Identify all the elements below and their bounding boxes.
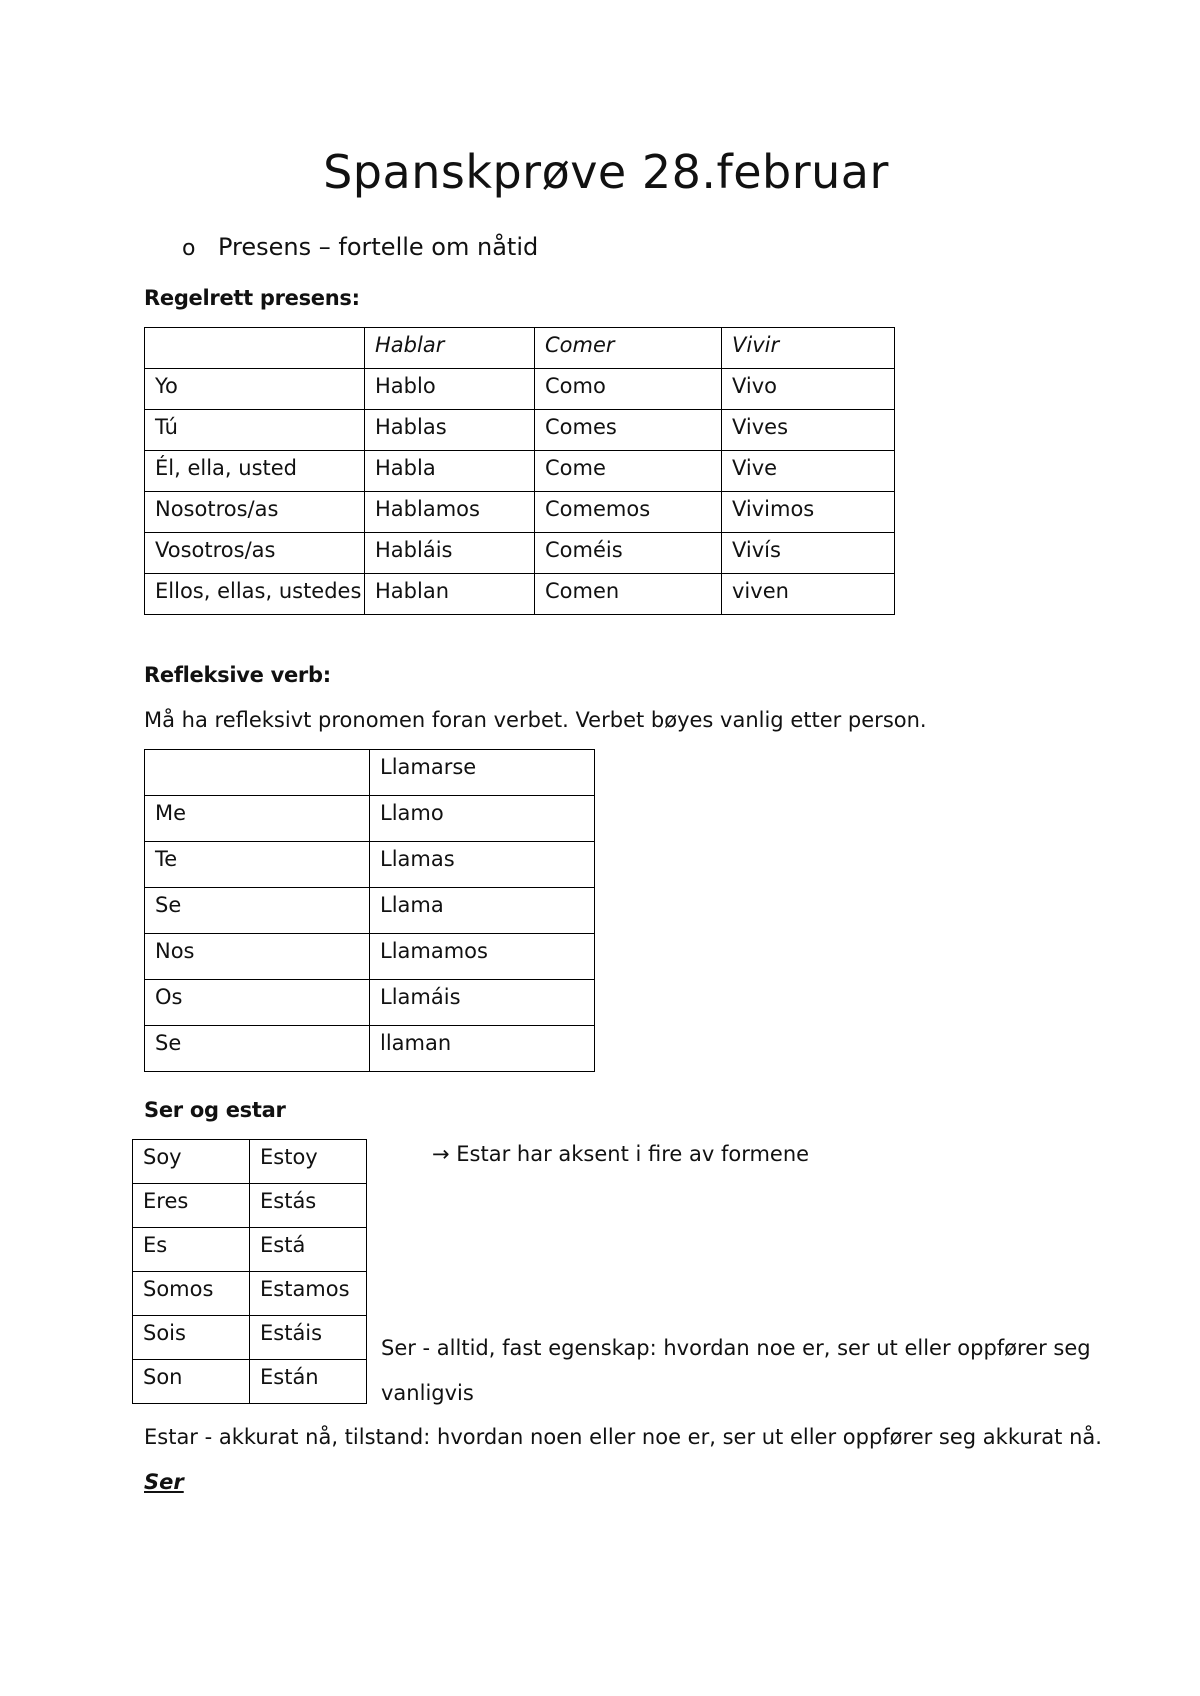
- ser-description: Ser - alltid, fast egenskap: hvordan noe er, ser ut eller oppfører seg: [381, 1336, 1091, 1360]
- bullet-item: [182, 232, 538, 264]
- table-cell: Yo: [145, 369, 365, 410]
- table-row: [145, 1026, 595, 1072]
- table-row: [145, 888, 595, 934]
- table-cell: Está: [250, 1228, 367, 1272]
- table-cell: Me: [145, 796, 370, 842]
- table-row: [145, 842, 595, 888]
- table-row: [145, 369, 895, 410]
- table-header-row: [145, 328, 895, 369]
- table-cell: Estoy: [250, 1140, 367, 1184]
- table-cell: Comes: [535, 410, 722, 451]
- table-cell: Ellos, ellas, ustedes: [145, 574, 365, 615]
- table-cell: Vivimos: [722, 492, 895, 533]
- ser-estar-table: [132, 1139, 367, 1404]
- table-cell: Vivís: [722, 533, 895, 574]
- table-cell: Somos: [133, 1272, 250, 1316]
- table-cell: Llamas: [370, 842, 595, 888]
- bullet-text: Presens – fortelle om nåtid: [218, 233, 539, 261]
- table-cell: Comemos: [535, 492, 722, 533]
- table-row: [133, 1140, 367, 1184]
- table-cell: Estamos: [250, 1272, 367, 1316]
- table-cell: Él, ella, usted: [145, 451, 365, 492]
- table-row: [133, 1360, 367, 1404]
- table-cell: llaman: [370, 1026, 595, 1072]
- table-cell: Eres: [133, 1184, 250, 1228]
- table-cell: Como: [535, 369, 722, 410]
- table-cell: Hablo: [365, 369, 535, 410]
- table-row: [145, 410, 895, 451]
- table-cell: Coméis: [535, 533, 722, 574]
- table-row: [133, 1228, 367, 1272]
- accent-note: → Estar har aksent i fire av formene: [432, 1142, 810, 1166]
- table-cell: Estás: [250, 1184, 367, 1228]
- table-cell: Se: [145, 888, 370, 934]
- regular-present-table: [144, 327, 895, 615]
- table-cell: Llamarse: [370, 750, 595, 796]
- table-cell: Llamamos: [370, 934, 595, 980]
- table-cell: Nos: [145, 934, 370, 980]
- table-cell: Estáis: [250, 1316, 367, 1360]
- table-cell: Vives: [722, 410, 895, 451]
- reflexive-table: [144, 749, 595, 1072]
- table-row: [133, 1272, 367, 1316]
- table-cell: Os: [145, 980, 370, 1026]
- table-cell: Tú: [145, 410, 365, 451]
- table-cell: Es: [133, 1228, 250, 1272]
- table-cell: Sois: [133, 1316, 250, 1360]
- table-cell: [145, 328, 365, 369]
- section-heading-regular-present: Regelrett presens:: [144, 286, 360, 310]
- section-heading-ser-estar: Ser og estar: [144, 1098, 286, 1122]
- bullet-marker: o: [182, 236, 196, 261]
- table-cell: Hablan: [365, 574, 535, 615]
- table-cell: Nosotros/as: [145, 492, 365, 533]
- table-row: [133, 1184, 367, 1228]
- table-cell: Llamo: [370, 796, 595, 842]
- ser-label: Ser: [144, 1470, 184, 1494]
- table-row: [133, 1316, 367, 1360]
- table-cell: Come: [535, 451, 722, 492]
- table-cell: Hablamos: [365, 492, 535, 533]
- table-cell: Vivo: [722, 369, 895, 410]
- table-cell: Comen: [535, 574, 722, 615]
- table-cell: Son: [133, 1360, 250, 1404]
- table-cell: viven: [722, 574, 895, 615]
- table-cell: Vivir: [722, 328, 895, 369]
- table-cell: Hablas: [365, 410, 535, 451]
- section-heading-reflexive: Refleksive verb:: [144, 663, 331, 687]
- table-header-row: [145, 750, 595, 796]
- estar-description: Estar - akkurat nå, tilstand: hvordan noen eller noe er, ser ut eller oppfører seg akkurat nå.: [144, 1425, 1102, 1449]
- table-cell: Están: [250, 1360, 367, 1404]
- table-cell: Vive: [722, 451, 895, 492]
- table-row: [145, 492, 895, 533]
- table-row: [145, 451, 895, 492]
- table-cell: Vosotros/as: [145, 533, 365, 574]
- table-cell: Llamáis: [370, 980, 595, 1026]
- page-title: Spanskprøve 28.februar: [323, 145, 889, 199]
- table-row: [145, 980, 595, 1026]
- table-cell: Llama: [370, 888, 595, 934]
- table-row: [145, 574, 895, 615]
- table-cell: Te: [145, 842, 370, 888]
- table-cell: Habláis: [365, 533, 535, 574]
- ser-description-continued: vanligvis: [381, 1381, 474, 1405]
- table-cell: Se: [145, 1026, 370, 1072]
- table-cell: Hablar: [365, 328, 535, 369]
- table-cell: [145, 750, 370, 796]
- table-cell: Soy: [133, 1140, 250, 1184]
- table-cell: Habla: [365, 451, 535, 492]
- reflexive-description: Må ha refleksivt pronomen foran verbet. Verbet bøyes vanlig etter person.: [144, 708, 927, 732]
- table-row: [145, 934, 595, 980]
- table-cell: Comer: [535, 328, 722, 369]
- table-row: [145, 533, 895, 574]
- table-row: [145, 796, 595, 842]
